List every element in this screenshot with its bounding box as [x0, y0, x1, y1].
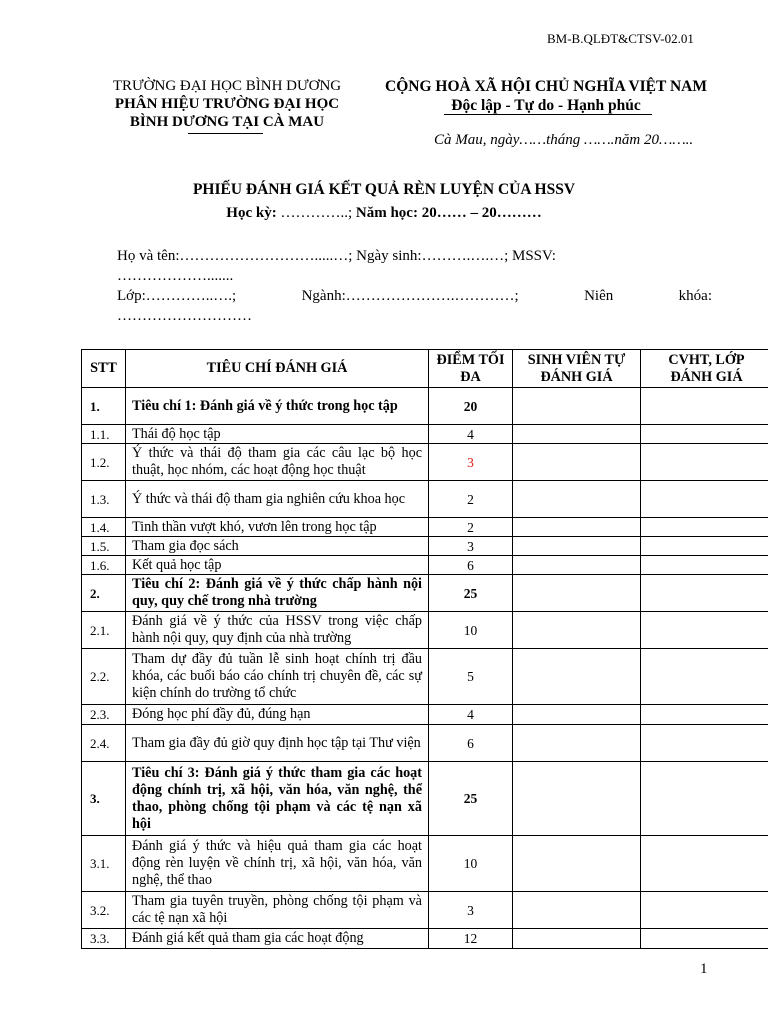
- max-score-cell: 10: [429, 612, 513, 649]
- advisor-score-cell[interactable]: [641, 537, 768, 556]
- page-number: 1: [700, 961, 708, 977]
- table-row: [82, 556, 768, 575]
- max-score-cell: 5: [429, 649, 513, 705]
- stt-cell: 1.2.: [82, 444, 126, 481]
- criterion-cell: Tinh thần vượt khó, vươn lên trong học tập: [126, 518, 429, 537]
- criterion-cell: Thái độ học tập: [126, 425, 429, 444]
- table-row: [82, 481, 768, 518]
- student-name-line: Họ và tên:……………………….....…; Ngày sinh:……….….…; MSSV:: [117, 248, 556, 264]
- table-row: [82, 537, 768, 556]
- course-label-2: khóa:: [678, 288, 712, 304]
- max-score-cell: 6: [429, 556, 513, 575]
- advisor-score-cell[interactable]: [641, 892, 768, 929]
- table-row: [82, 929, 768, 949]
- table-row: [82, 425, 768, 444]
- table-row: [82, 836, 768, 892]
- self-score-cell[interactable]: [513, 481, 641, 518]
- criterion-cell: Tiêu chí 2: Đánh giá về ý thức chấp hành nội quy, quy chế trong nhà trường: [126, 575, 429, 612]
- stt-cell: 2.3.: [82, 705, 126, 725]
- advisor-score-cell[interactable]: [641, 612, 768, 649]
- year-label: Năm học: 20: [355, 205, 437, 221]
- advisor-score-cell[interactable]: [641, 444, 768, 481]
- school-header: [94, 77, 360, 131]
- stt-cell: 2.2.: [82, 649, 126, 705]
- table-row: [82, 705, 768, 725]
- branch-name-line2: BÌNH DƯƠNG TẠI CÀ MAU: [129, 114, 325, 130]
- nation-motto: Độc lập - Tự do - Hạnh phúc: [451, 97, 641, 114]
- table-row: [82, 649, 768, 705]
- class-field: Lớp:…………..….;: [117, 288, 237, 304]
- school-name: TRƯỜNG ĐẠI HỌC BÌNH DƯƠNG: [112, 78, 342, 94]
- school-underline: [188, 133, 263, 134]
- max-score-cell: 6: [429, 725, 513, 762]
- major-field: Ngành:………………….…………;: [301, 288, 519, 304]
- advisor-score-cell[interactable]: [641, 575, 768, 612]
- max-score-cell: 4: [429, 705, 513, 725]
- advisor-score-cell[interactable]: [641, 556, 768, 575]
- table-row: [82, 612, 768, 649]
- term-line: [0, 205, 768, 222]
- self-score-cell[interactable]: [513, 537, 641, 556]
- self-score-cell[interactable]: [513, 725, 641, 762]
- table-row: [82, 575, 768, 612]
- stt-cell: 3.3.: [82, 929, 126, 949]
- max-score-cell: 3: [429, 892, 513, 929]
- max-score-cell: 3: [429, 444, 513, 481]
- criterion-cell: Tham gia tuyên truyền, phòng chống tội phạm và các tệ nạn xã hội: [126, 892, 429, 929]
- stt-cell: 3.2.: [82, 892, 126, 929]
- term-label: Học kỳ:: [226, 205, 277, 221]
- table-row: [82, 725, 768, 762]
- criterion-cell: Đóng học phí đầy đủ, đúng hạn: [126, 705, 429, 725]
- header-max-score: ĐIỂM TỐI ĐA: [429, 350, 513, 388]
- advisor-score-cell[interactable]: [641, 929, 768, 949]
- criterion-cell: Đánh giá ý thức và hiệu quả tham gia các hoạt động rèn luyện về chính trị, xã hội, văn hóa, văn nghệ, thể thao: [126, 836, 429, 892]
- criterion-cell: Ý thức và thái độ tham gia nghiên cứu khoa học: [126, 481, 429, 518]
- motto-underline: [444, 114, 652, 115]
- stt-cell: 1.4.: [82, 518, 126, 537]
- self-score-cell[interactable]: [513, 836, 641, 892]
- max-score-cell: 3: [429, 537, 513, 556]
- criterion-cell: Tiêu chí 3: Đánh giá ý thức tham gia các hoạt động chính trị, xã hội, văn hóa, văn nghệ, thể thao, phòng chống tội phạm và các tệ nạn xã hội: [126, 762, 429, 836]
- criterion-cell: Đánh giá kết quả tham gia các hoạt động: [126, 929, 429, 949]
- max-score-cell: 4: [429, 425, 513, 444]
- self-score-cell[interactable]: [513, 556, 641, 575]
- self-score-cell[interactable]: [513, 388, 641, 425]
- table-row: [82, 518, 768, 537]
- criterion-cell: Kết quả học tập: [126, 556, 429, 575]
- table-row: [82, 444, 768, 481]
- stt-cell: 1.6.: [82, 556, 126, 575]
- nation-header: [368, 77, 724, 115]
- header-stt: STT: [82, 350, 126, 388]
- advisor-score-cell[interactable]: [641, 836, 768, 892]
- stt-cell: 2.4.: [82, 725, 126, 762]
- criterion-cell: Ý thức và thái độ tham gia các câu lạc bộ học thuật, học nhóm, các hoạt động học thuật: [126, 444, 429, 481]
- header-advisor-assessment: CVHT, LỚP ĐÁNH GIÁ: [641, 350, 768, 388]
- branch-name-line1: PHÂN HIỆU TRƯỜNG ĐẠI HỌC: [114, 96, 340, 112]
- criterion-cell: Tham gia đọc sách: [126, 537, 429, 556]
- max-score-cell: 2: [429, 481, 513, 518]
- self-score-cell[interactable]: [513, 575, 641, 612]
- max-score-cell: 25: [429, 762, 513, 836]
- nation-name: CỘNG HOÀ XÃ HỘI CHỦ NGHĨA VIỆT NAM: [385, 78, 707, 95]
- table-row: [82, 892, 768, 929]
- criterion-cell: Tiêu chí 1: Đánh giá về ý thức trong học tập: [126, 388, 429, 425]
- advisor-score-cell[interactable]: [641, 725, 768, 762]
- stt-cell: 1.: [82, 388, 126, 425]
- stt-cell: 1.3.: [82, 481, 126, 518]
- self-score-cell[interactable]: [513, 762, 641, 836]
- course-blank: ………………………: [117, 308, 252, 324]
- year-blank: …… – 20………: [436, 205, 542, 221]
- class-major-line: [117, 288, 712, 305]
- student-id-blank: ……………….......: [117, 268, 234, 284]
- header-criterion: TIÊU CHÍ ĐÁNH GIÁ: [126, 350, 429, 388]
- max-score-cell: 10: [429, 836, 513, 892]
- self-score-cell[interactable]: [513, 518, 641, 537]
- max-score-cell: 25: [429, 575, 513, 612]
- stt-cell: 2.1.: [82, 612, 126, 649]
- self-score-cell[interactable]: [513, 705, 641, 725]
- self-score-cell[interactable]: [513, 649, 641, 705]
- criterion-cell: Đánh giá về ý thức của HSSV trong việc chấp hành nội quy, quy định của nhà trường: [126, 612, 429, 649]
- header-self-assessment: SINH VIÊN TỰ ĐÁNH GIÁ: [513, 350, 641, 388]
- self-score-cell[interactable]: [513, 929, 641, 949]
- table-header-row: [82, 350, 768, 388]
- stt-cell: 1.5.: [82, 537, 126, 556]
- advisor-score-cell[interactable]: [641, 518, 768, 537]
- form-code: BM-B.QLĐT&CTSV-02.01: [547, 31, 694, 46]
- self-score-cell[interactable]: [513, 444, 641, 481]
- advisor-score-cell[interactable]: [641, 481, 768, 518]
- table-row: [82, 762, 768, 836]
- self-score-cell[interactable]: [513, 892, 641, 929]
- criterion-cell: Tham dự đầy đủ tuần lễ sinh hoạt chính trị đầu khóa, các buổi báo cáo chính trị chuyên đề, các sự kiện chính do trường tổ chức: [126, 649, 429, 705]
- advisor-score-cell[interactable]: [641, 705, 768, 725]
- max-score-cell: 2: [429, 518, 513, 537]
- date-line: Cà Mau, ngày……tháng …….năm 20……..: [434, 132, 694, 148]
- advisor-score-cell[interactable]: [641, 649, 768, 705]
- form-title: PHIẾU ĐÁNH GIÁ KẾT QUẢ RÈN LUYỆN CỦA HSSV: [192, 181, 576, 198]
- table-body: [82, 388, 768, 949]
- self-score-cell[interactable]: [513, 612, 641, 649]
- table-row: [82, 388, 768, 425]
- stt-cell: 3.: [82, 762, 126, 836]
- course-label-1: Niên: [584, 288, 614, 304]
- stt-cell: 1.1.: [82, 425, 126, 444]
- advisor-score-cell[interactable]: [641, 425, 768, 444]
- advisor-score-cell[interactable]: [641, 762, 768, 836]
- criterion-cell: Tham gia đầy đủ giờ quy định học tập tại Thư viện: [126, 725, 429, 762]
- term-blank: …………..;: [276, 205, 356, 221]
- stt-cell: 2.: [82, 575, 126, 612]
- advisor-score-cell[interactable]: [641, 388, 768, 425]
- criteria-table: [81, 349, 768, 949]
- self-score-cell[interactable]: [513, 425, 641, 444]
- max-score-cell: 20: [429, 388, 513, 425]
- max-score-cell: 12: [429, 929, 513, 949]
- stt-cell: 3.1.: [82, 836, 126, 892]
